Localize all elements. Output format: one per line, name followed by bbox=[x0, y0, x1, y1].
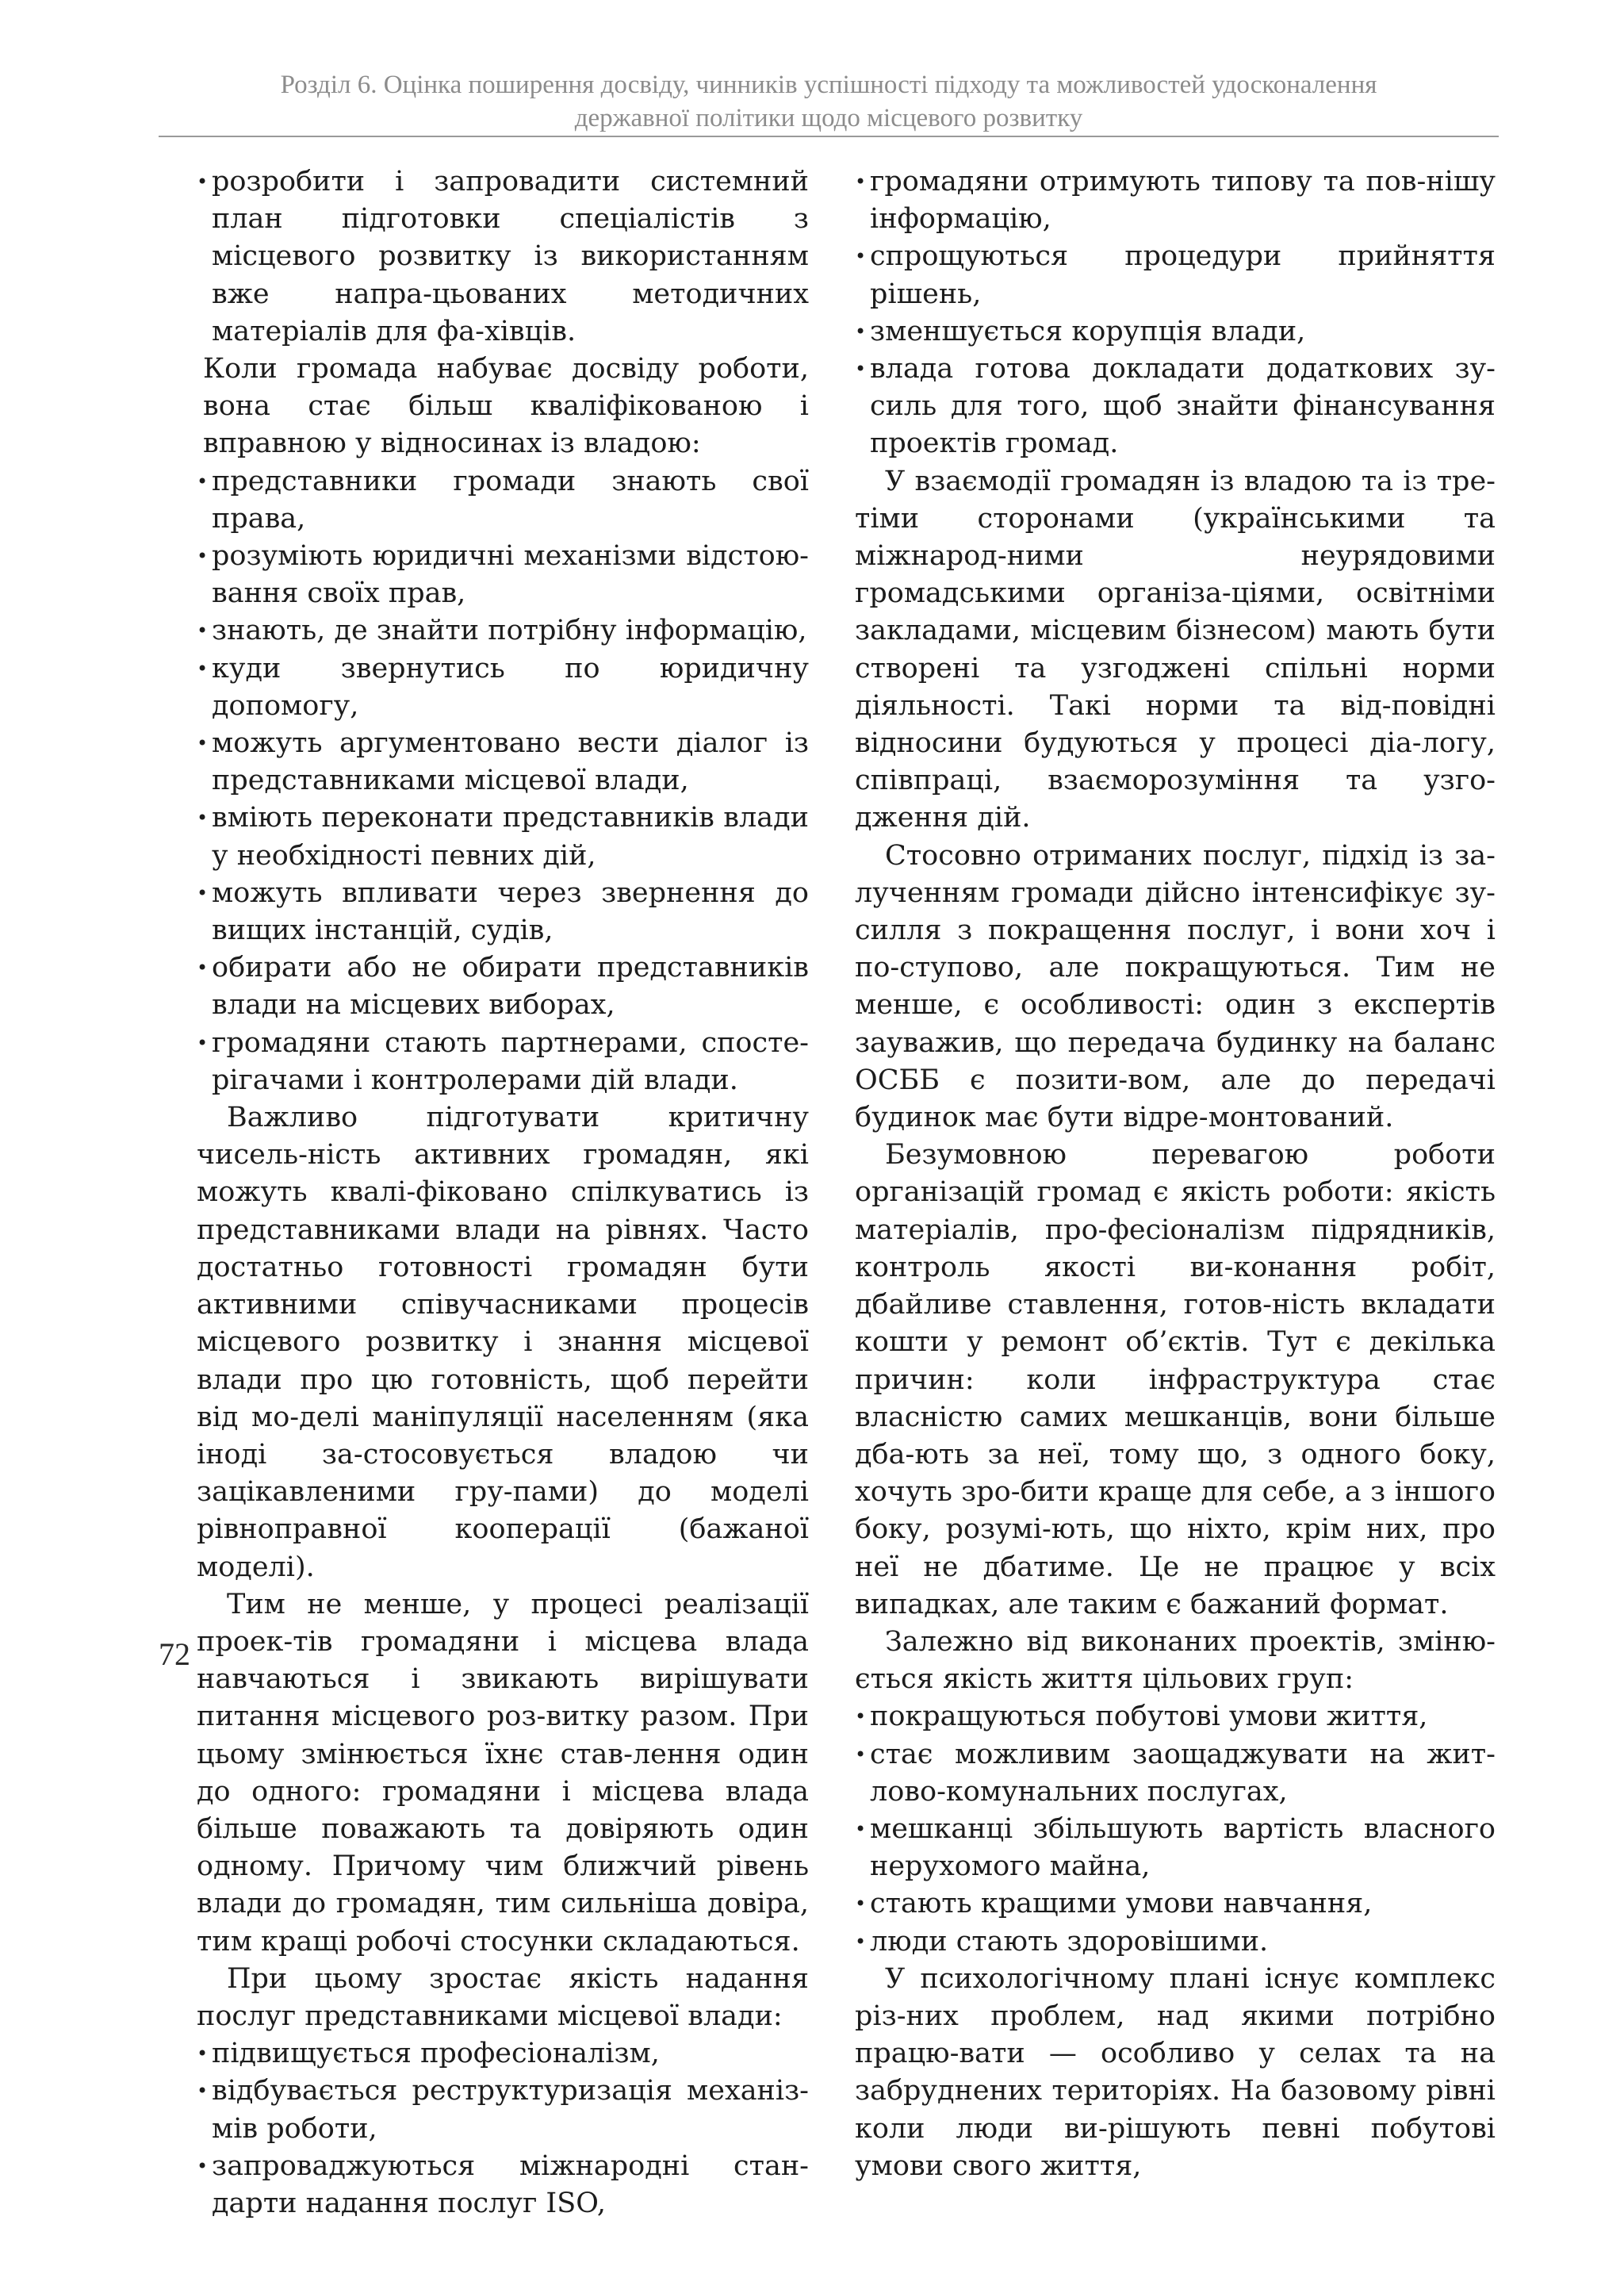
quality-bullet-list bbox=[197, 2035, 809, 2222]
paragraph-critical-mass: Важливо підготувати критичну чисель-ність активних громадян, які можуть квалі-фіковано спілкуватись із представниками влади на рівнях. Часто достатньо готовності громадян бути активними співучасниками процесів місцевого розвитку і знання місцевої влади про цю готовність, щоб перейти від мо-делі маніпуляції населенням (яка іноді за-стосовується владою чи зацікавленими гру-пами) до моделі рівноправної кооперації (бажаної моделі). bbox=[197, 1102, 809, 1583]
list-item: • мешканці збільшують вартість власного нерухомого майна, bbox=[855, 1811, 1496, 1885]
list-item: • обирати або не обирати представників влади на місцевих виборах, bbox=[197, 949, 809, 1024]
list-item: • люди стають здоровішими. bbox=[855, 1923, 1496, 1961]
life-bullet-list bbox=[855, 1698, 1496, 1960]
list-item: • покращуються побутові умови життя, bbox=[855, 1698, 1496, 1735]
header-line-2: державної політики щодо місцевого розвитку bbox=[574, 104, 1083, 132]
list-item: • розуміють юридичні механізми відстою-вання своїх прав, bbox=[197, 538, 809, 612]
header-line-1: Розділ 6. Оцінка поширення досвіду, чинників успішності підходу та можливостей удосконалення bbox=[280, 71, 1377, 99]
list-item: • стають кращими умови навчання, bbox=[855, 1885, 1496, 1923]
list-item: • підвищується професіоналізм, bbox=[197, 2035, 809, 2073]
list-item: • запроваджуються міжнародні стан-дарти надання послуг ISO, bbox=[197, 2148, 809, 2222]
intro-bullet-list bbox=[197, 163, 809, 351]
paragraph-nevertheless: Тим не менше, у процесі реалізації проек-тів громадяни і місцева влада навчаються і звикають вирішувати питання місцевого роз-витку разом. При цьому змінюється їхнє став-лення один до одного: громадяни і місцева влада більше поважають та довіряють один одному. Причому чим ближчий рівень влади до громадян, тим сильніша довіра, тим кращі робочі стосунки складаються. bbox=[197, 1588, 809, 1958]
paragraph-interaction: У взаємодії громадян із владою та із тре-тіми сторонами (українськими та міжнарод-ними неурядовими громадськими організа-ціями, освітніми закладами, місцевим бізнесом) мають бути створені та узгоджені спільні норми діяльності. Такі норми та від-повідні відносини будуються у процесі діа-логу, співпраці, взаєморозуміння та узго-дження дій. bbox=[855, 465, 1496, 834]
list-item: • знають, де знайти потрібну інформацію, bbox=[197, 612, 809, 650]
paragraph-experience: Коли громада набуває досвіду роботи, вона стає більш кваліфікованою і вправною у відносинах із владою: bbox=[203, 353, 809, 460]
paragraph-psychological: У психологічному плані існує комплекс різ-них проблем, над якими потрібно працю-вати — особливо у селах та на забруднених територіях. На базовому рівні коли люди ви-рішують певні побутові умови свого життя, bbox=[855, 1962, 1496, 2182]
list-item: • розробити і запровадити системний план підготовки спеціалістів з місцевого розвитку із використанням вже напра-цьованих методичних матеріалів для фа-хівців. bbox=[197, 163, 809, 351]
list-item: • громадяни отримують типову та пов-нішу інформацію, bbox=[855, 163, 1496, 238]
list-item: • влада готова докладати додаткових зу-силь для того, щоб знайти фінансування проектів громад. bbox=[855, 351, 1496, 463]
list-item: • можуть впливати через звернення до вищих інстанцій, судів, bbox=[197, 875, 809, 949]
experience-bullet-list bbox=[197, 463, 809, 1099]
page-number: 72 bbox=[159, 1636, 190, 1672]
list-item: • спрощуються процедури прийняття рішень, bbox=[855, 238, 1496, 313]
list-item: • представники громади знають свої права, bbox=[197, 463, 809, 538]
right-column bbox=[855, 163, 1496, 2185]
list-item: • вміють переконати представників влади у необхідності певних дій, bbox=[197, 800, 809, 874]
list-item: • зменшується корупція влади, bbox=[855, 313, 1496, 351]
list-item: • відбувається реструктуризація механіз-мів роботи, bbox=[197, 2073, 809, 2147]
header-divider bbox=[159, 136, 1499, 137]
paragraph-services: Стосовно отриманих послуг, підхід із за-лученням громади дійсно інтенсифікує зу-силля з покращення послуг, і вони хоч і по-ступово, але покращуються. Тим не менше, є особливості: один з експертів зауважив, що передача будинку на баланс ОСББ є позити-вом, але до передачі будинок має бути відре-монтований. bbox=[855, 839, 1496, 1134]
left-column bbox=[197, 163, 809, 2222]
list-item: • стає можливим заощаджувати на жит-лово-комунальних послугах, bbox=[855, 1736, 1496, 1811]
quality-bullet-list-continued bbox=[855, 163, 1496, 463]
list-item: • можуть аргументовано вести діалог із представниками місцевої влади, bbox=[197, 725, 809, 800]
paragraph-quality-of-life: Залежно від виконаних проектів, зміню-ється якість життя цільових груп: bbox=[855, 1625, 1496, 1696]
running-header bbox=[159, 68, 1499, 135]
list-item: • куди звернутись по юридичну допомогу, bbox=[197, 650, 809, 725]
paragraph-advantage: Безумовною перевагою роботи організацій громад є якість роботи: якість матеріалів, про-фесіоналізм підрядників, контроль якості ви-конання робіт, дбайливе ставлення, готов-ність вкладати кошти у ремонт об’єктів. Тут є декілька причин: коли інфраструктура стає власністю самих мешканців, вони більше дба-ють за неї, тому що, з одного боку, хочуть зро-бити краще для себе, а з іншого боку, розумі-ють, що ніхто, крім них, про неї не дбатиме. Це не працює у всіх випадках, але таким є бажаний формат. bbox=[855, 1139, 1496, 1620]
paragraph-service-quality: При цьому зростає якість надання послуг представниками місцевої влади: bbox=[197, 1962, 809, 2032]
list-item: • громадяни стають партнерами, спосте-рігачами і контролерами дій влади. bbox=[197, 1025, 809, 1099]
